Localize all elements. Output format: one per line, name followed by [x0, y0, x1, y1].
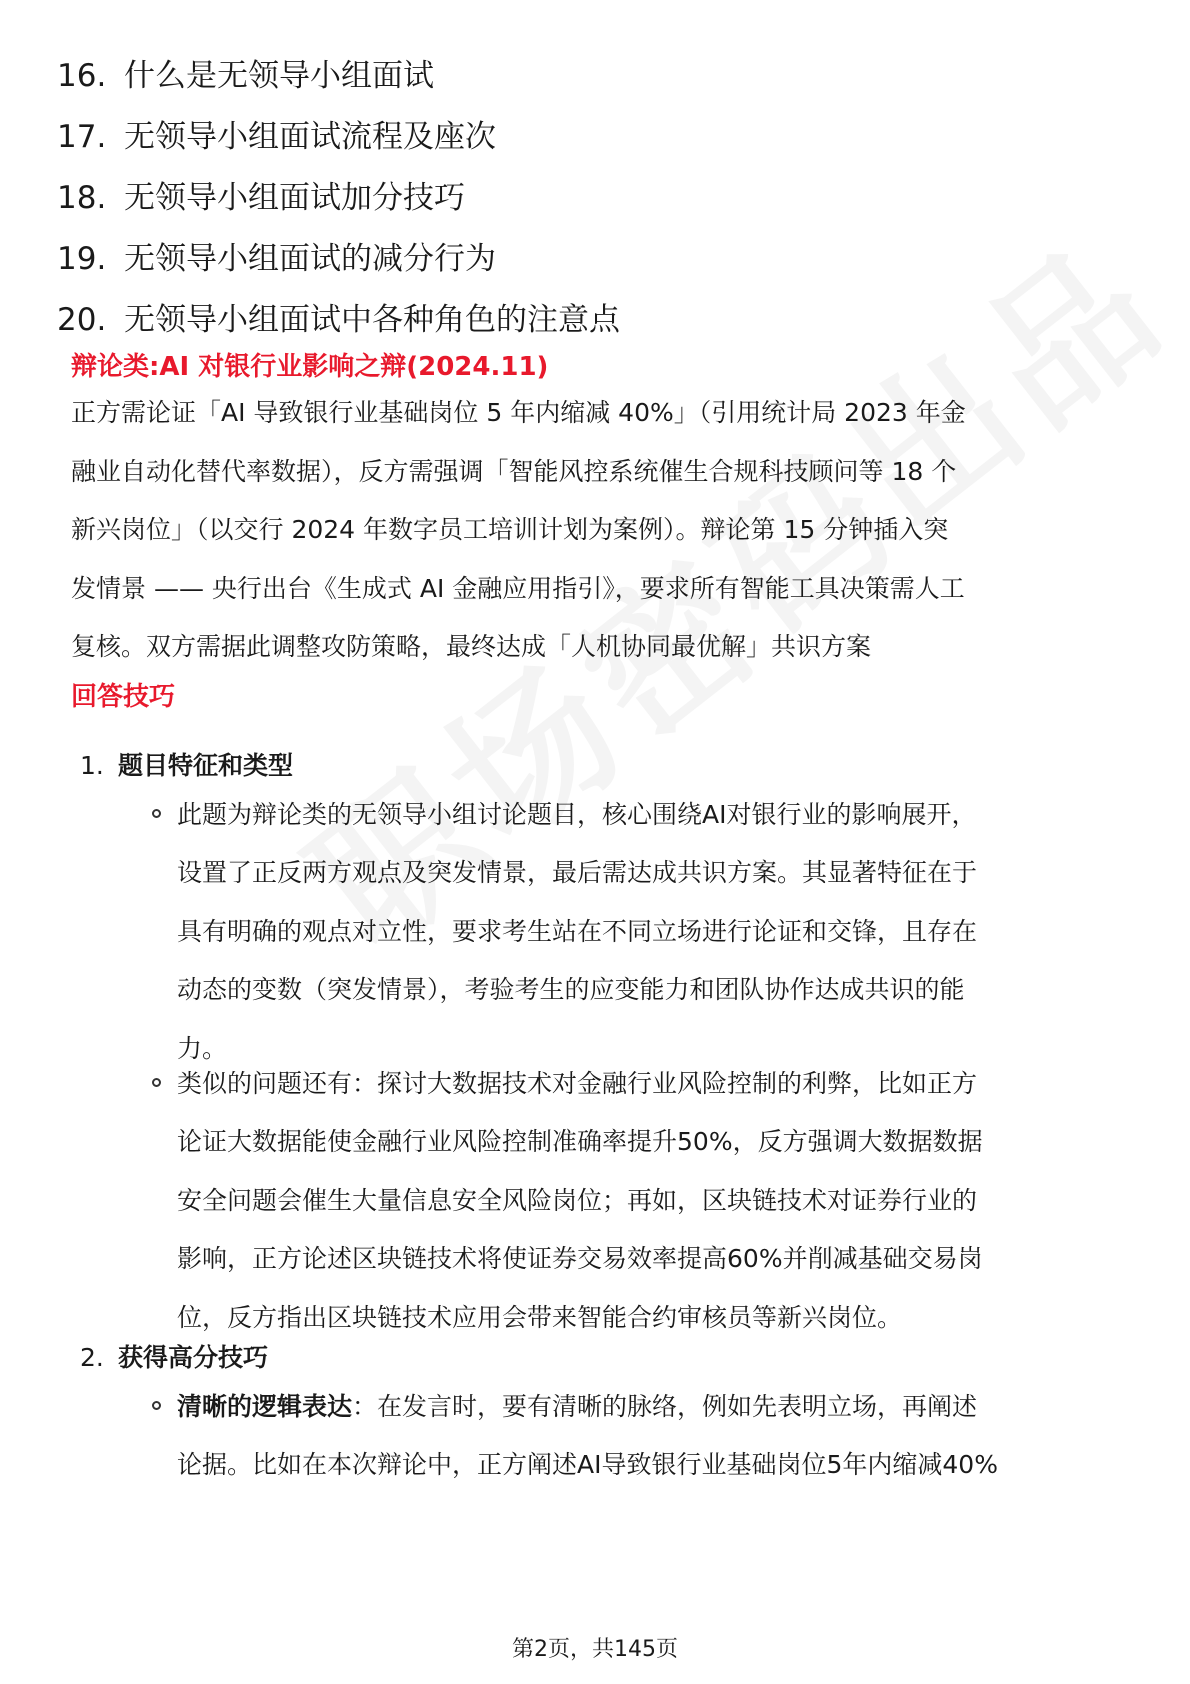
paragraph-line: 融业自动化替代率数据），反方需强调「智能风控系统催生合规科技顾问等 18 个 — [71, 456, 957, 486]
toc-text: 什么是无领导小组面试 — [124, 58, 434, 94]
bullet-lead: 清晰的逻辑表达 — [177, 1392, 353, 1421]
bullet-line: 设置了正反两方观点及突发情景，最后需达成共识方案。其显著特征在于 — [177, 858, 978, 888]
section-heading-text: 题目特征和类型 — [118, 751, 294, 780]
bullet-line: 论据。比如在本次辩论中，正方阐述AI导致银行业基础岗位5年内缩减40% — [177, 1450, 998, 1480]
bullet-line: 动态的变数（突发情景），考验考生的应变能力和团队协作达成共识的能 — [177, 975, 965, 1005]
section-heading — [80, 746, 293, 782]
toc-list — [57, 52, 1137, 357]
paragraph-line: 正方需论证「AI 导致银行业基础岗位 5 年内缩减 40%」（引用统计局 2023 年金 — [71, 398, 966, 427]
bullet-item — [150, 1378, 1130, 1495]
bullet-line: 影响，正方论述区块链技术将使证券交易效率提高60%并削减基础交易岗 — [177, 1244, 983, 1274]
toc-text: 无领导小组面试的减分行为 — [124, 241, 496, 277]
paragraph-line: 复核。双方需据此调整攻防策略，最终达成「人机协同最优解」共识方案 — [71, 632, 872, 662]
paragraph-line: 新兴岗位」（以交行 2024 年数字员工培训计划为案例）。辩论第 15 分钟插入突 — [71, 515, 949, 545]
page-footer: 第2页，共145页 — [512, 1637, 678, 1662]
debate-title: 辩论类:AI 对银行业影响之辩(2024.11) — [71, 352, 549, 382]
section-heading — [80, 1338, 268, 1374]
toc-item — [57, 113, 1137, 174]
hollow-bullet-icon — [152, 809, 161, 818]
bullet-line: 具有明确的观点对立性，要求考生站在不同立场进行论证和交锋，且存在 — [177, 916, 978, 946]
toc-number: 16. — [57, 58, 107, 94]
hollow-bullet-icon — [152, 1078, 161, 1087]
bullet-line: 论证大数据能使金融行业风险控制准确率提升50%，反方强调大数据数据 — [177, 1127, 983, 1157]
bullet-line: 类似的问题还有：探讨大数据技术对金融行业风险控制的利弊，比如正方 — [150, 1055, 1130, 1113]
bullet-item — [150, 1055, 1130, 1347]
toc-item — [57, 174, 1137, 235]
toc-number: 20. — [57, 302, 107, 338]
section-number: 2. — [80, 1343, 104, 1372]
bullet-line: 此题为辩论类的无领导小组讨论题目，核心围绕AI对银行业的影响展开， — [150, 786, 1130, 844]
toc-item — [57, 52, 1137, 113]
debate-description — [71, 384, 1131, 677]
toc-number: 18. — [57, 180, 107, 216]
toc-item — [57, 235, 1137, 296]
bullet-line: 清晰的逻辑表达：在发言时，要有清晰的脉络，例如先表明立场，再阐述 — [150, 1378, 1130, 1436]
bullet-line: 力。 — [177, 1033, 228, 1063]
bullet-line: 位，反方指出区块链技术应用会带来智能合约审核员等新兴岗位。 — [177, 1302, 903, 1332]
bullet-line: 安全问题会催生大量信息安全风险岗位；再如，区块链技术对证券行业的 — [177, 1185, 978, 1215]
section-number: 1. — [80, 751, 104, 780]
hollow-bullet-icon — [152, 1401, 161, 1410]
toc-number: 19. — [57, 241, 107, 277]
bullet-item — [150, 786, 1130, 1078]
paragraph-line: 发情景 —— 央行出台《生成式 AI 金融应用指引》，要求所有智能工具决策需人工 — [71, 573, 965, 603]
section-heading-text: 获得高分技巧 — [118, 1343, 269, 1372]
toc-text: 无领导小组面试加分技巧 — [124, 180, 465, 216]
answer-tips-title: 回答技巧 — [71, 682, 176, 712]
toc-text: 无领导小组面试中各种角色的注意点 — [124, 302, 620, 338]
toc-number: 17. — [57, 119, 107, 155]
toc-text: 无领导小组面试流程及座次 — [124, 119, 496, 155]
